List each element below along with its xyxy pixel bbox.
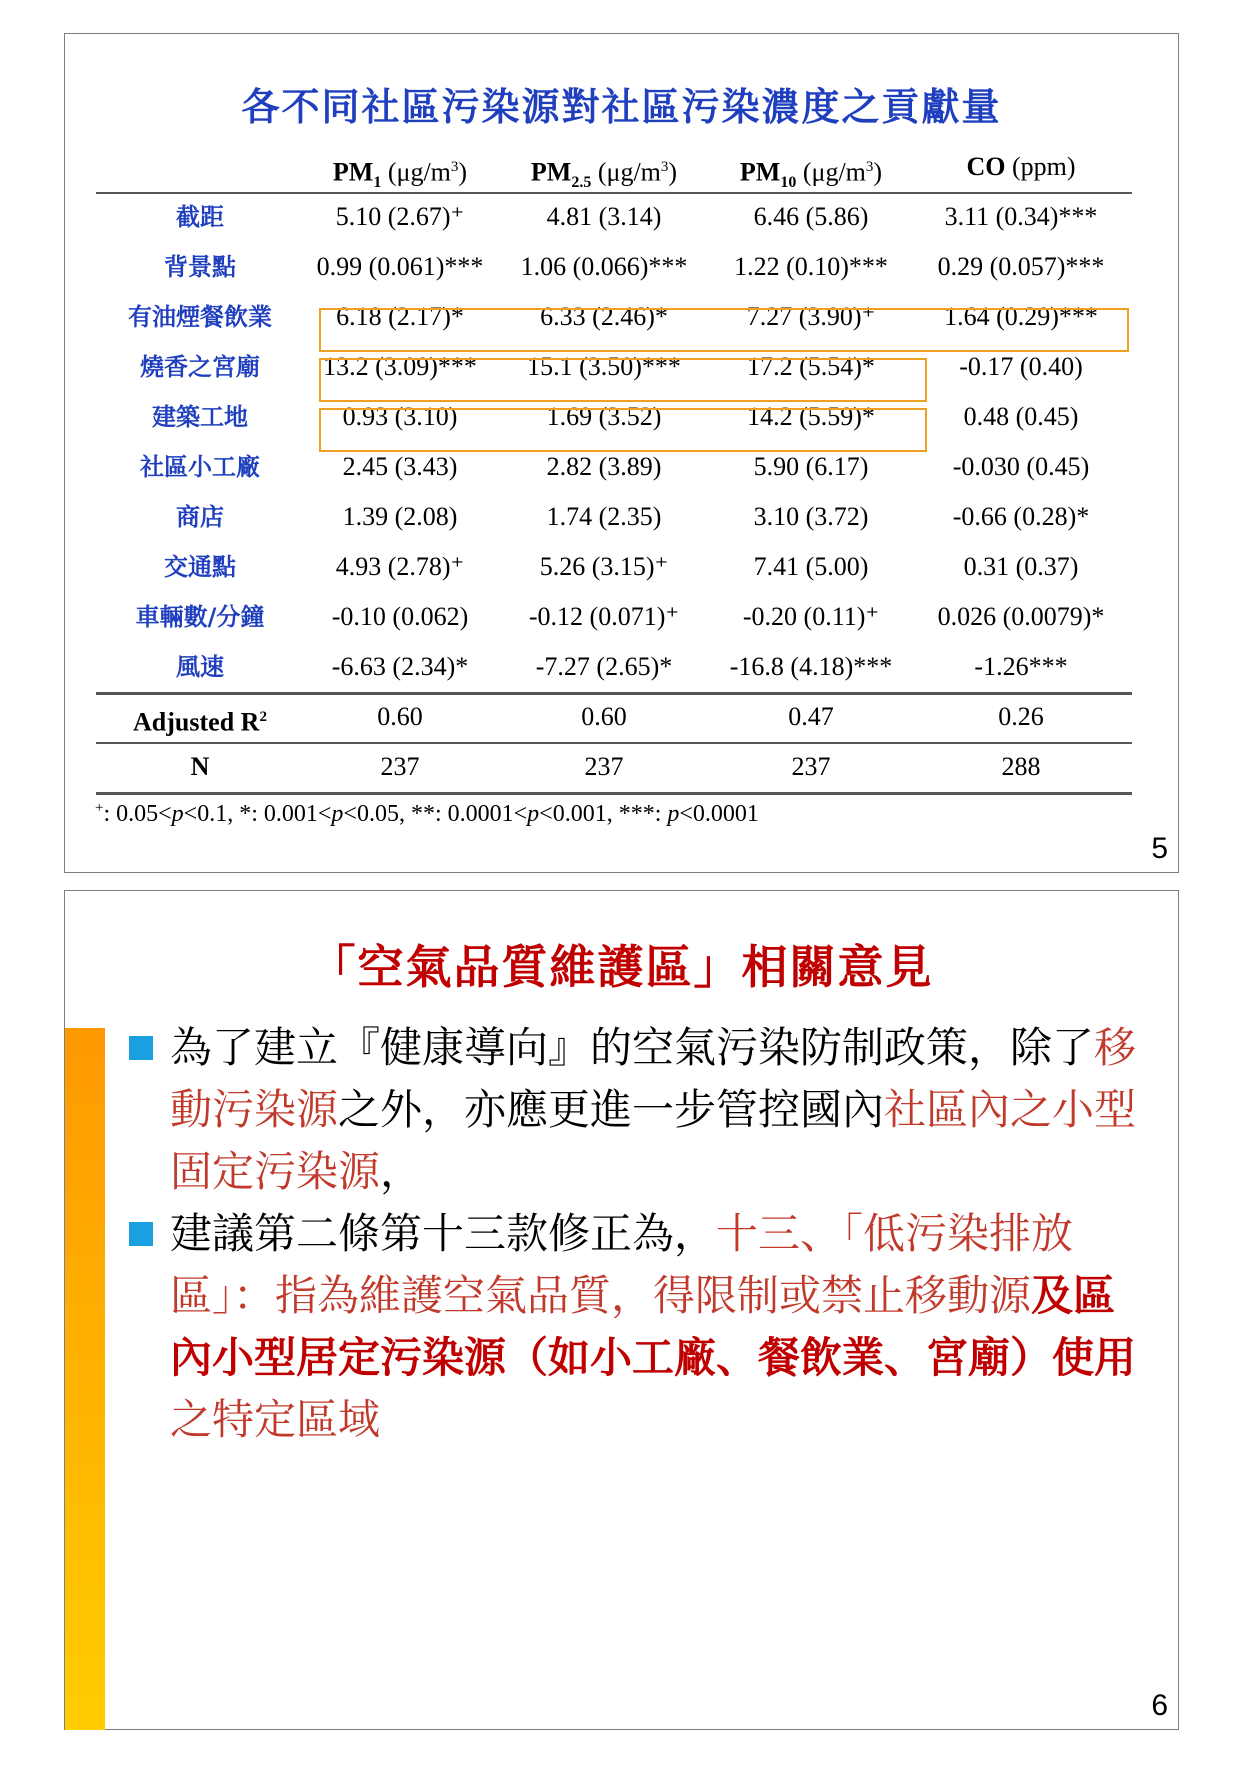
bullet-2-text: 建議第二條第十三款修正為，十三、「低污染排放區」：指為維護空氣品質，得限制或禁止移動源及區內小型居定污染源（如小工廠、餐飲業、宮廟）使用之特定區域 — [170, 1209, 1137, 1444]
bullet-1-text: 為了建立『健康導向』的空氣污染防制政策，除了移動污染源之外，亦應更進一步管控國內社區內之小型固定污染源， — [170, 1023, 1137, 1196]
table-row: 背景點 0.99 (0.061)*** 1.06 (0.066)*** 1.22 (0.10)*** 0.29 (0.057)*** — [164, 252, 1105, 281]
slide-5-title: 各不同社區污染源對社區污染濃度之貢獻量 — [241, 85, 1002, 129]
bullet-square-icon — [129, 1222, 153, 1246]
highlight-box-temple — [319, 358, 927, 402]
header-pm10: $PM_{10}$ $(\mu g/m^3)$ — [739, 157, 883, 191]
header-pm25: $PM_{2.5}$ $(\mu g/m^3)$ — [530, 157, 678, 191]
header-blank — [96, 142, 304, 192]
regression-table — [96, 142, 1132, 792]
table-row: 截距 5.10 (2.67)⁺ 4.81 (3.14) 6.46 (5.86) 3.11 (0.34)*** — [176, 202, 1098, 231]
page-number: 6 — [1151, 1689, 1168, 1722]
significance-footnote: +: 0.05<p<0.1, *: 0.001<p<0.05, **: 0.0001<p<0.001, ***: p<0.0001 — [95, 800, 759, 827]
slide-6 — [64, 890, 1179, 1730]
table-row: 建築工地 0.93 (3.10) 1.69 (3.52) 14.2 (5.59)* 0.48 (0.45) — [152, 402, 1079, 431]
table-row: 商店 1.39 (2.08) 1.74 (2.35) 3.10 (3.72) -0.66 (0.28)* — [176, 502, 1090, 531]
table-row: 有油煙餐飲業 6.18 (2.17)* 6.33 (2.46)* 7.27 (3.90)⁺ 1.64 (0.29)*** — [128, 302, 1098, 331]
header-co: CO (ppm) — [966, 152, 1076, 181]
table-row: 燒香之宮廟 13.2 (3.09)*** 15.1 (3.50)*** 17.2 (5.54)* -0.17 (0.40) — [140, 352, 1083, 381]
highlight-box-restaurant — [319, 308, 1129, 352]
highlight-box-construction — [319, 408, 927, 452]
table-row: 社區小工廠 2.45 (3.43) 2.82 (3.89) 5.90 (6.17) -0.030 (0.45) — [140, 452, 1090, 481]
bottom-rule — [96, 792, 1132, 795]
table-header-row — [96, 142, 1132, 192]
bullet-square-icon — [129, 1036, 153, 1060]
table-row: 車輛數/分鐘 -0.10 (0.062) -0.12 (0.071)⁺ -0.20 (0.11)⁺ 0.026 (0.0079)* — [135, 602, 1105, 631]
header-pm1: $PM_1$ $(\mu g/m^3)$ — [332, 157, 468, 191]
page-number: 5 — [1151, 832, 1168, 865]
adjusted-r2-row: Adjusted $R^2$ 0.60 0.60 0.47 0.26 — [133, 702, 1044, 737]
accent-sidebar — [65, 1028, 105, 1730]
slide-6-title: 「空氣品質維護區」相關意見 — [309, 940, 934, 994]
slide-5 — [64, 33, 1179, 873]
table-row: 風速 -6.63 (2.34)* -7.27 (2.65)* -16.8 (4.18)*** -1.26*** — [176, 652, 1068, 681]
n-row: N 237 237 237 288 — [190, 752, 1041, 781]
table-row: 交通點 4.93 (2.78)⁺ 5.26 (3.15)⁺ 7.41 (5.00) 0.31 (0.37) — [164, 552, 1079, 581]
